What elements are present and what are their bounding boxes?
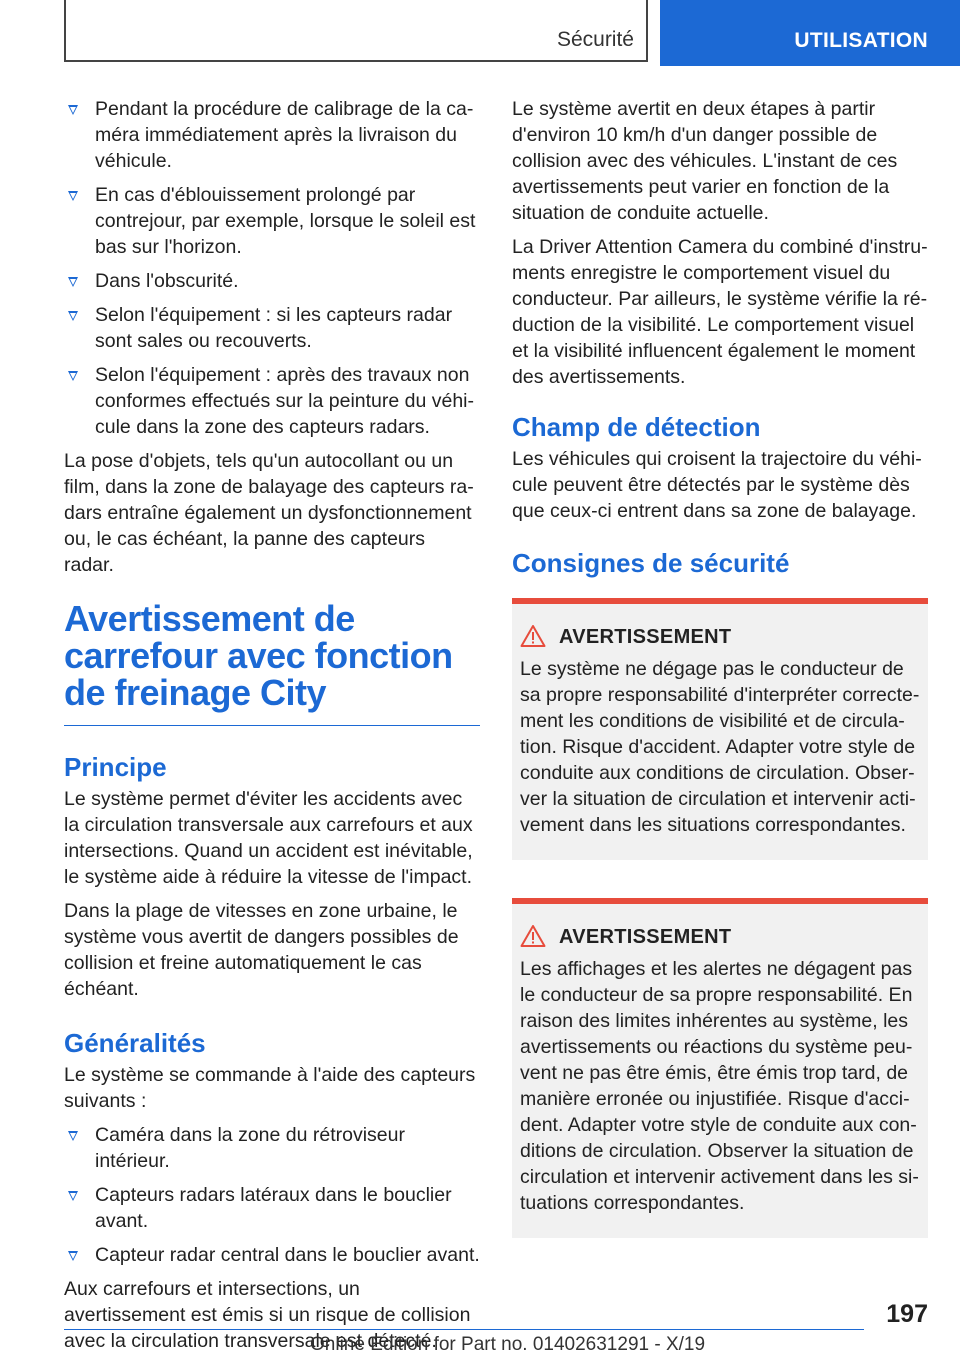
list-item: Dans l'obscurité. [64, 268, 480, 294]
triangle-bullet-icon [68, 191, 78, 201]
section-tab [64, 0, 648, 62]
heading-principe: Principe [64, 752, 167, 782]
chapter-tab [660, 0, 960, 66]
warning-title: AVERTISSEMENT [559, 926, 732, 948]
triangle-bullet-icon [68, 1131, 78, 1141]
paragraph: Le système permet d'éviter les accidents avec la circulation transversale aux carrefours et aux intersections. Quand un accident est inévitable, le système aide à réduire la vitesse de l'impact. [64, 788, 473, 888]
triangle-bullet-icon [68, 277, 78, 287]
triangle-bullet-icon [68, 1191, 78, 1201]
condition-list [64, 96, 480, 440]
list-item: En cas d'éblouissement prolongé par contrejour, par exemple, lorsque le soleil est bas sur l'horizon. [64, 182, 480, 260]
triangle-bullet-icon [68, 371, 78, 381]
paragraph: Dans la plage de vitesses en zone urbaine, le système vous avertit de dangers possibles de collision et freine automatiquement le cas échéant. [64, 900, 459, 1000]
paragraph: Les véhicules qui croisent la trajectoire du véhicule peuvent être détectés par le système dès que ceux-ci entrent dans sa zone de balayage. [512, 448, 922, 522]
list-item: Selon l'équipement : si les capteurs radar sont sales ou recouverts. [64, 302, 480, 354]
page-header [0, 0, 960, 66]
warning-text: Le système ne dégage pas le conducteur de sa propre responsabilité d'interpréter correctement les conditions de visibilité et de circulation. Risque d'accident. Adapter votre style de conduite aux conditions de circulation. Observer la situation de circulation et intervenir activement dans les situations correspondantes. [520, 658, 920, 836]
list-item: Caméra dans la zone du rétroviseur intérieur. [64, 1122, 480, 1174]
list-item: Pendant la procédure de calibrage de la caméra immédiatement après la livraison du véhicule. [64, 96, 480, 174]
paragraph: La pose d'objets, tels qu'un autocollant ou un film, dans la zone de balayage des capteurs radars entraîne également un dysfonctionnement ou, le cas échéant, la panne des capteurs radar. [64, 450, 474, 576]
triangle-bullet-icon [68, 311, 78, 321]
warning-text: Les affichages et les alertes ne dégagent pas le conducteur de sa propre responsabilité. En raison des limites inhérentes au système, les avertissements ou réactions du système peuvent ne pas être émis, être émis trop tard, de manière erronée ou injustifiée. Risque d'accident. Adapter votre style de conduite aux conditions de circulation. Observer la situation de circulation et intervenir activement dans les situations correspondantes. [520, 958, 919, 1214]
chapter-title: UTILISATION [794, 29, 928, 52]
list-item: Capteurs radars latéraux dans le bouclier avant. [64, 1182, 480, 1234]
warning-triangle-icon [520, 624, 546, 648]
page-number: 197 [886, 1300, 928, 1328]
left-column [64, 96, 480, 1362]
triangle-bullet-icon [68, 105, 78, 115]
section-title: Sécurité [556, 28, 634, 51]
heading-champ: Champ de détection [512, 412, 761, 442]
sensor-list [64, 1122, 480, 1268]
list-item: Capteur radar central dans le bouclier avant. [64, 1242, 480, 1268]
paragraph: Aux carrefours et intersections, un avertissement est émis si un risque de collision avec la circulation transversale est détecté. [64, 1278, 471, 1352]
warning-title: AVERTISSEMENT [559, 626, 732, 648]
heading-generalites: Généralités [64, 1028, 206, 1058]
footer-divider [64, 1329, 864, 1330]
paragraph: Le système se commande à l'aide des capteurs suivants : [64, 1064, 476, 1112]
section-title-main: Avertissement de carrefour avec fonction de freinage City [64, 600, 480, 726]
warning-triangle-icon [520, 924, 546, 948]
list-item: Selon l'équipement : après des travaux non conformes effectués sur la peinture du véhicule dans la zone des capteurs radars. [64, 362, 480, 440]
paragraph: Le système avertit en deux étapes à partir d'environ 10 km/h d'un danger possible de collision avec des véhicules. L'instant de ces avertissements peut varier en fonction de la situation de conduite actuelle. [512, 98, 898, 224]
right-column [512, 96, 928, 1276]
paragraph: La Driver Attention Camera du combiné d'instruments enregistre le comportement visuel du conducteur. Par ailleurs, le système vérifie la réduction de la visibilité. Le comportement visuel et la visibilité influencent également le moment des avertissements. [512, 236, 928, 388]
heading-consignes: Consignes de sécurité [512, 548, 790, 578]
triangle-bullet-icon [68, 1251, 78, 1261]
warning-box [512, 898, 928, 1238]
edition-note: Online Edition for Part no. 01402631291 - X/19 [310, 1334, 706, 1355]
warning-box [512, 598, 928, 860]
